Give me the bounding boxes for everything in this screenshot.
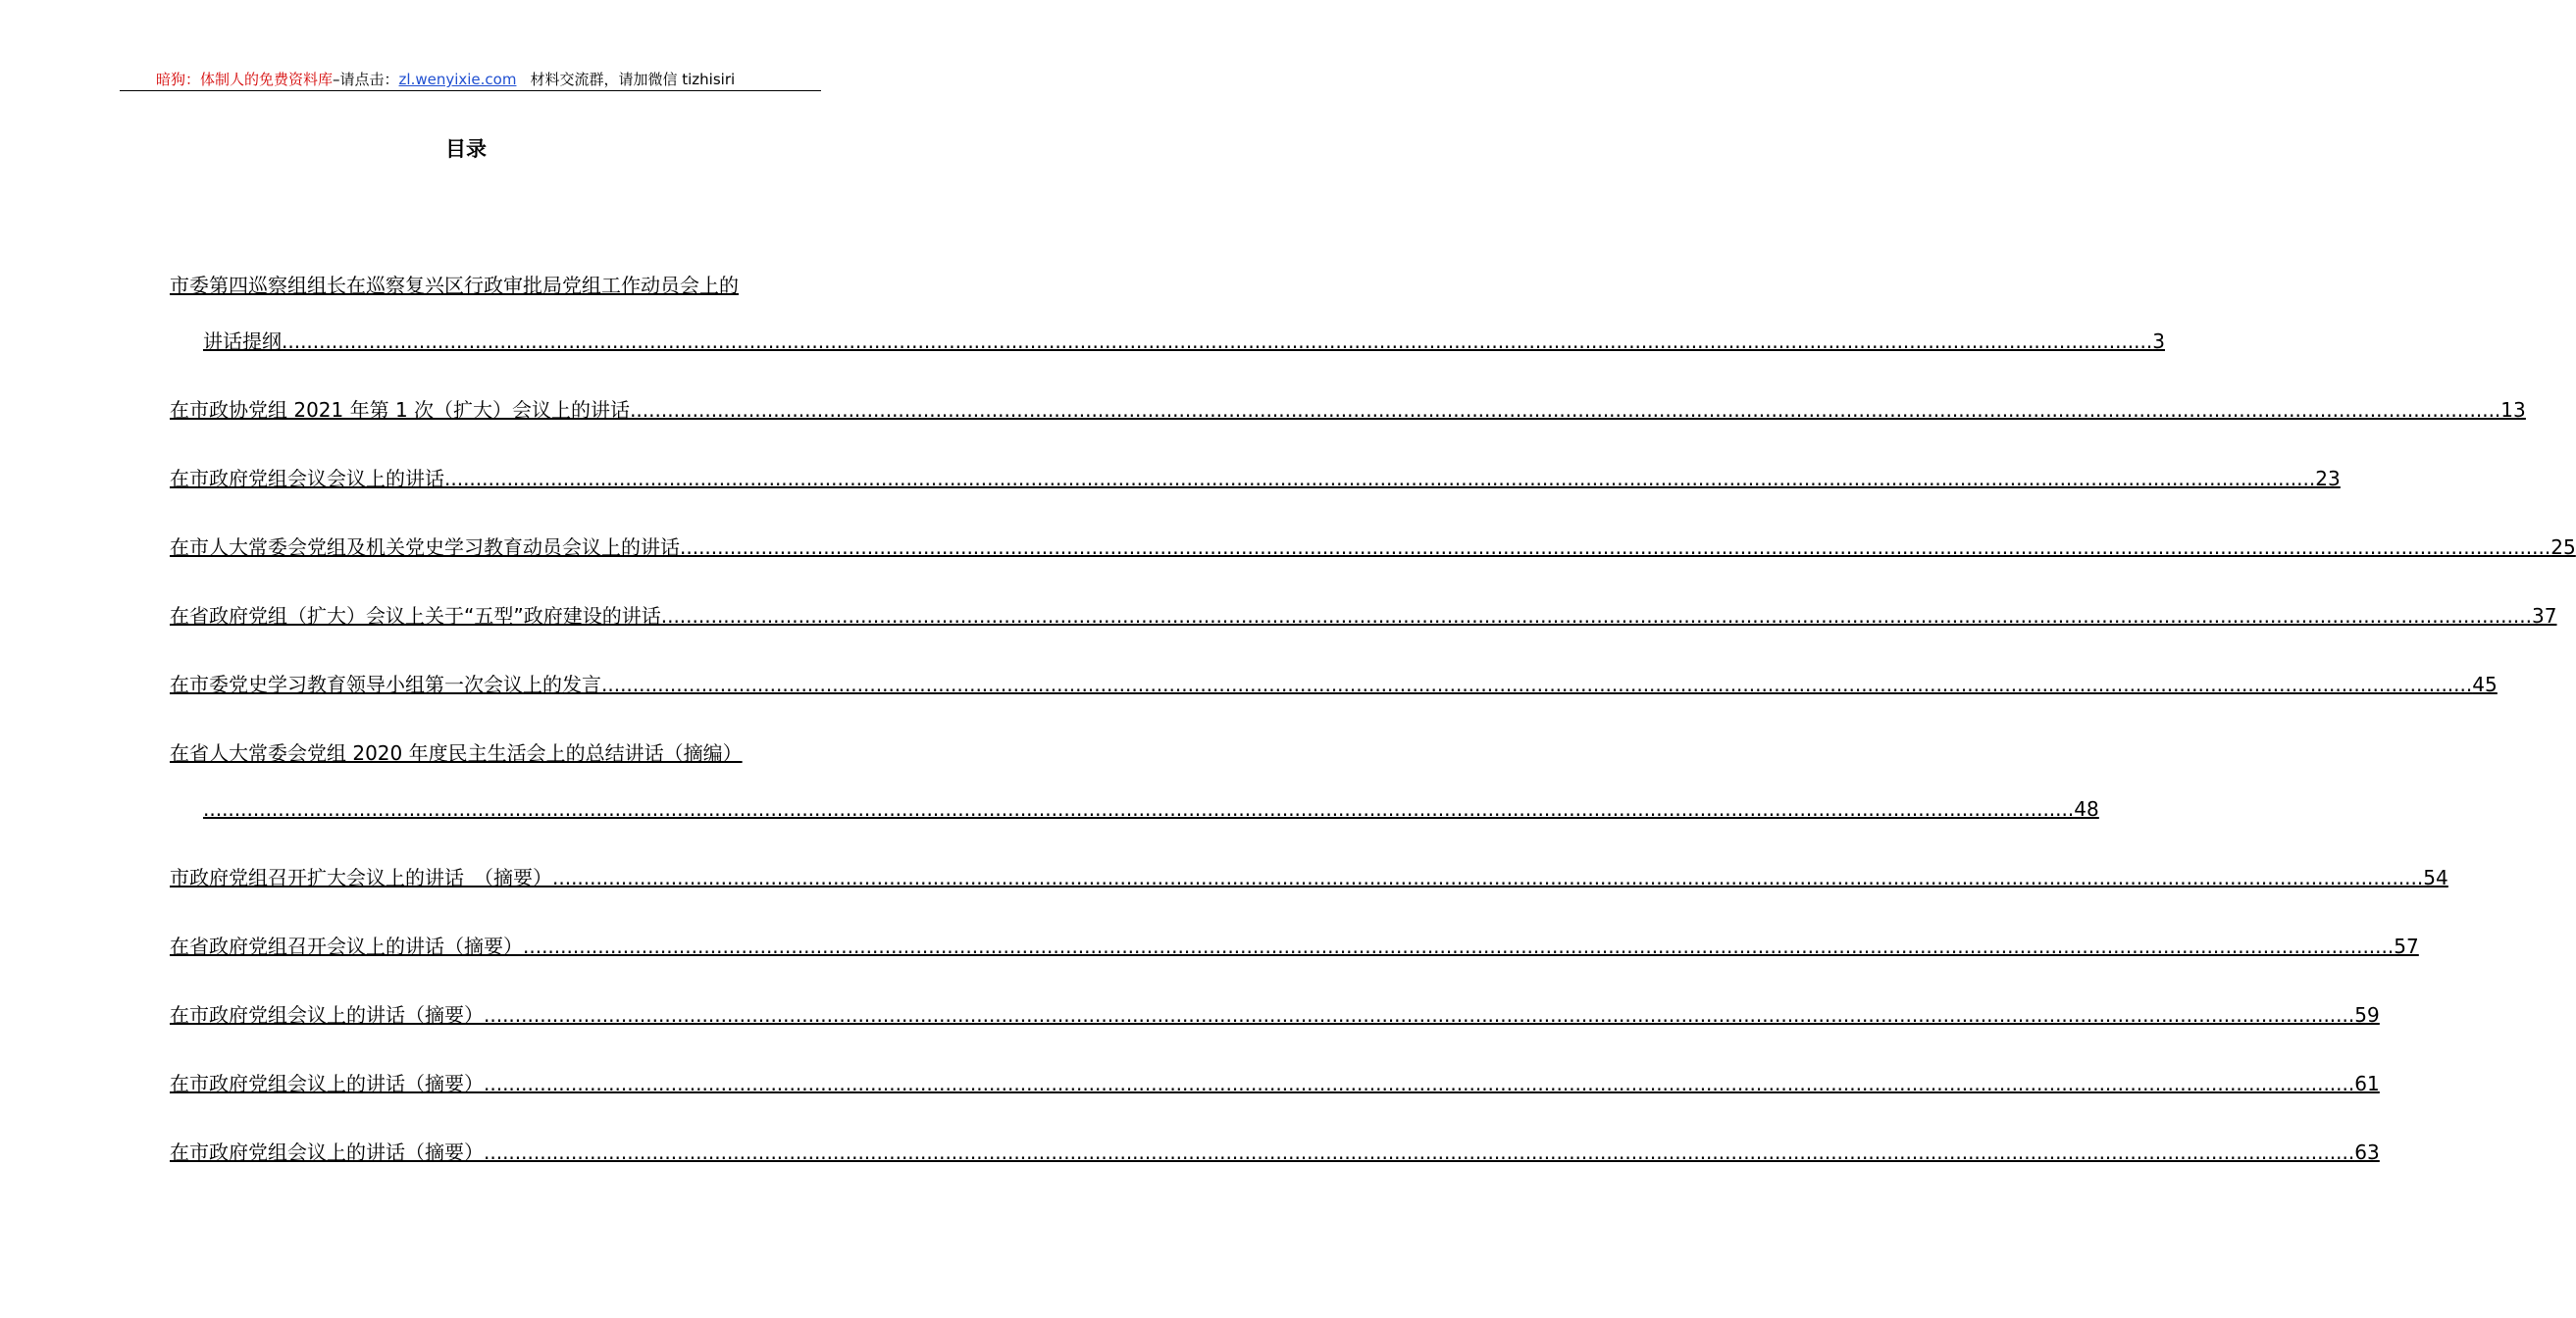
toc-page-number: 59 [2354,1003,2380,1027]
toc-leader-dots: ............................................................................................................................................................................................................................................................................................................ [484,1003,2355,1027]
toc-entry-title: 在市政府党组会议上的讲话（摘要） [170,1072,484,1095]
toc-page-number: 25 [2550,535,2576,559]
header-contact: 材料交流群，请加微信 tizhisiri [530,71,736,88]
toc-leader-dots: ............................................................................................................................................................................................................................................................................................................ [484,1072,2355,1095]
toc-page-number: 57 [2394,935,2419,958]
toc-entry[interactable] [170,1139,2380,1166]
toc-leader-dots: ............................................................................................................................................................................................................................................................................................................ [630,398,2501,422]
toc-entry[interactable] [170,1070,2380,1097]
toc-entry[interactable] [170,864,2448,891]
toc-entry-title: 在市政协党组 2021 年第 1 次（扩大）会议上的讲话 [170,398,631,422]
toc-leader-dots: ............................................................................................................................................................................................................................................................................................................ [552,866,2424,889]
toc-entry-title: 在省政府党组（扩大）会议上关于“五型”政府建设的讲话 [170,604,661,628]
toc-entry-continuation[interactable] [203,328,2165,355]
toc-leader-dots: ............................................................................................................................................................................................................................................................................................................ [282,330,2153,353]
toc-leader-dots: ............................................................................................................................................................................................................................................................................................................ [601,673,2473,696]
toc-entry-title: 在市委党史学习教育领导小组第一次会议上的发言 [170,673,601,696]
toc-entry[interactable] [170,533,2576,561]
toc-entry-title: 讲话提纲 [203,330,282,353]
toc-leader-dots: ............................................................................................................................................................................................................................................................................................................ [203,797,2075,821]
toc-entry-title: 在省人大常委会党组 2020 年度民主生活会上的总结讲话（摘编） [170,741,743,765]
toc-entry-title: 在市政府党组会议上的讲话（摘要） [170,1141,484,1164]
toc-page-number: 3 [2152,330,2165,353]
toc-leader-dots: ............................................................................................................................................................................................................................................................................................................ [523,935,2395,958]
toc-leader-dots: ............................................................................................................................................................................................................................................................................................................ [484,1141,2355,1164]
toc-page-number: 48 [2074,797,2099,821]
toc-entry[interactable] [170,396,2526,424]
toc-page-number: 23 [2315,467,2341,490]
toc-page-number: 54 [2423,866,2448,889]
toc-entry-title: 在市政府党组会议会议上的讲话 [170,467,444,490]
toc-entry-title: 市委第四巡察组组长在巡察复兴区行政审批局党组工作动员会上的 [170,274,739,297]
toc-page-number: 45 [2472,673,2498,696]
toc-leader-dots: ............................................................................................................................................................................................................................................................................................................ [680,535,2551,559]
toc-entry[interactable] [170,933,2419,960]
toc-page-number: 61 [2354,1072,2380,1095]
page-title: 目录 [445,137,487,161]
toc-entry-title: 在市人大常委会党组及机关党史学习教育动员会议上的讲话 [170,535,680,559]
toc-entry-title: 市政府党组召开扩大会议上的讲话 （摘要） [170,866,552,889]
toc-leader-dots: ............................................................................................................................................................................................................................................................................................................ [660,604,2532,628]
header-link[interactable]: zl.wenyixie.com [398,71,517,88]
toc-entry-title: 在市政府党组会议上的讲话（摘要） [170,1003,484,1027]
toc-entry[interactable] [170,465,2341,492]
toc-entry[interactable] [170,272,807,299]
toc-entry[interactable] [170,1001,2380,1029]
toc-leader-dots: ............................................................................................................................................................................................................................................................................................................ [444,467,2316,490]
toc-page-number: 37 [2531,604,2557,628]
header-click-prefix: –请点击： [333,71,399,88]
toc-entry[interactable] [170,671,2498,698]
toc-entry[interactable] [170,739,802,767]
toc-entry-continuation[interactable] [203,795,2099,823]
toc-entry[interactable] [170,602,2557,630]
header-site-name: 暗狗：体制人的免费资料库 [156,71,334,88]
toc-entry-title: 在省政府党组召开会议上的讲话（摘要） [170,935,523,958]
page-header [120,65,821,91]
toc-page-number: 13 [2500,398,2526,422]
toc-page-number: 63 [2354,1141,2380,1164]
